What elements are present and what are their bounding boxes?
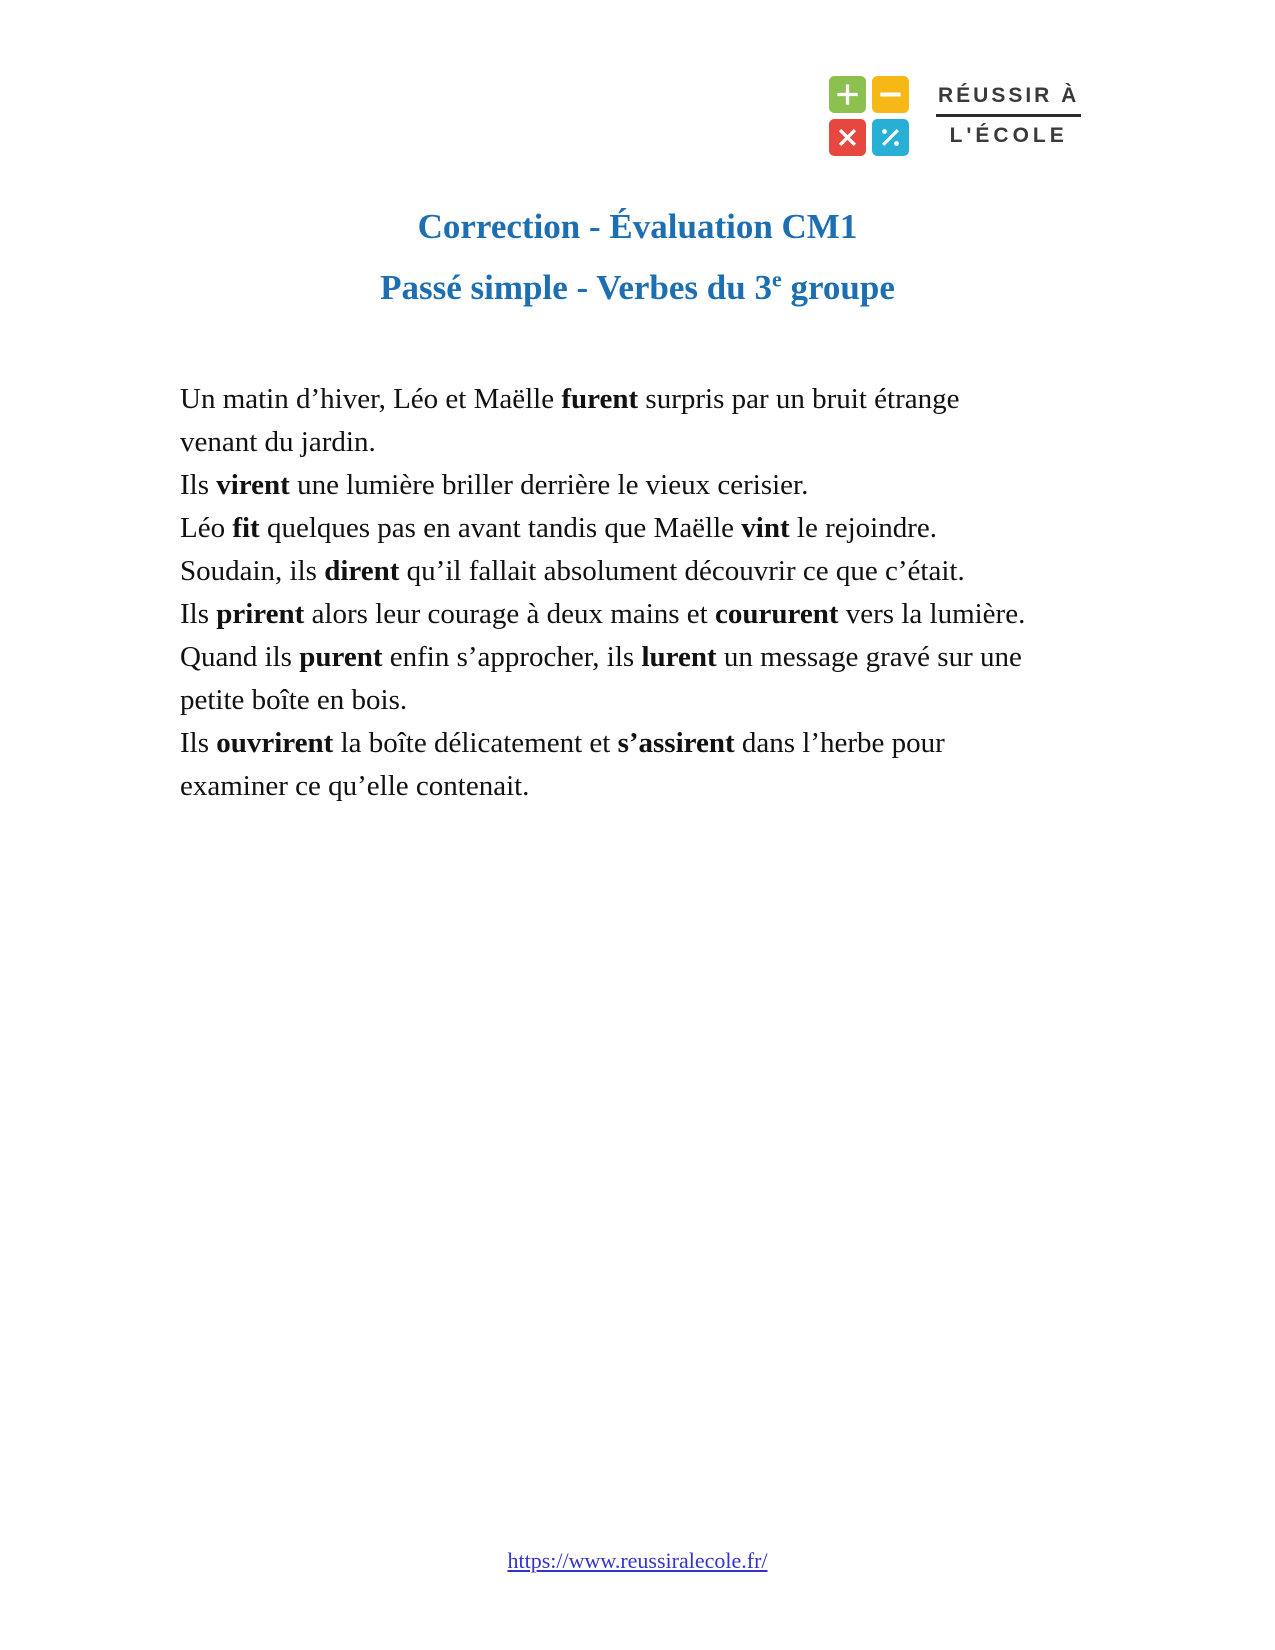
story-sentence — [180, 636, 1036, 722]
text-run: la boîte délicatement et — [333, 727, 618, 759]
passe-simple-verb: lurent — [641, 641, 717, 673]
page-title — [0, 196, 1275, 318]
text-run: Un matin d’hiver, Léo et Maëlle — [180, 383, 562, 415]
footer-link[interactable]: https://www.reussiralecole.fr/ — [507, 1548, 768, 1573]
passe-simple-verb: virent — [216, 469, 290, 501]
passe-simple-verb: fit — [232, 512, 260, 544]
text-run: vers la lumière. — [838, 598, 1026, 630]
text-run: enfin s’approcher, ils — [382, 641, 642, 673]
minus-icon — [872, 76, 909, 113]
page-footer — [0, 1548, 1275, 1574]
story-sentence — [180, 464, 1036, 507]
text-run: Soudain, ils — [180, 555, 325, 587]
divide-icon — [872, 119, 909, 156]
times-tile — [829, 119, 866, 156]
text-run: alors leur courage à deux mains et — [304, 598, 715, 630]
text-run: Ils — [180, 727, 217, 759]
text-run: surpris par un bruit étrange venant du jardin. — [180, 383, 960, 458]
minus-tile — [872, 76, 909, 113]
passe-simple-verb: dirent — [324, 555, 400, 587]
story-sentence — [180, 507, 1036, 550]
divide-tile — [872, 119, 909, 156]
story-sentence — [180, 378, 1036, 464]
passe-simple-verb: ouvrirent — [216, 727, 334, 759]
text-run: Quand ils — [180, 641, 300, 673]
story-sentence — [180, 593, 1036, 636]
text-run: Ils — [180, 469, 217, 501]
text-run: une lumière briller derrière le vieux cerisier. — [289, 469, 809, 501]
passe-simple-verb: purent — [299, 641, 383, 673]
passe-simple-verb: s’assirent — [617, 727, 735, 759]
text-run: le rejoindre. — [789, 512, 937, 544]
plus-icon — [829, 76, 866, 113]
page-title-ordinal-sup: e — [771, 266, 782, 292]
text-run: Ils — [180, 598, 217, 630]
passe-simple-verb: coururent — [715, 598, 839, 630]
passe-simple-verb: furent — [561, 383, 639, 415]
passe-simple-verb: vint — [741, 512, 790, 544]
logo-wordmark-bottom: L'ÉCOLE — [949, 124, 1068, 147]
plus-tile — [829, 76, 866, 113]
times-icon — [829, 119, 866, 156]
passe-simple-verb: prirent — [216, 598, 305, 630]
page-title-line2-suffix: groupe — [781, 268, 895, 307]
story-sentence — [180, 722, 1036, 808]
text-run: qu’il fallait absolument découvrir ce que c’était. — [399, 555, 965, 587]
page-title-line2-prefix: Passé simple - Verbes du 3 — [380, 268, 772, 307]
story-text — [180, 378, 1036, 808]
logo-math-tiles — [829, 76, 909, 156]
logo-wordmark-top: RÉUSSIR À — [938, 84, 1080, 107]
story-sentence — [180, 550, 1036, 593]
page-title-line2 — [0, 257, 1275, 318]
reussir-a-lecole-logo — [829, 76, 1081, 156]
logo-wordmark — [936, 84, 1081, 148]
text-run: un message gravé sur une petite boîte en bois. — [180, 641, 1022, 716]
text-run: quelques pas en avant tandis que Maëlle — [259, 512, 742, 544]
text-run: dans l’herbe pour examiner ce qu’elle contenait. — [180, 727, 945, 802]
page-title-line1: Correction - Évaluation CM1 — [417, 207, 858, 246]
text-run: Léo — [180, 512, 233, 544]
